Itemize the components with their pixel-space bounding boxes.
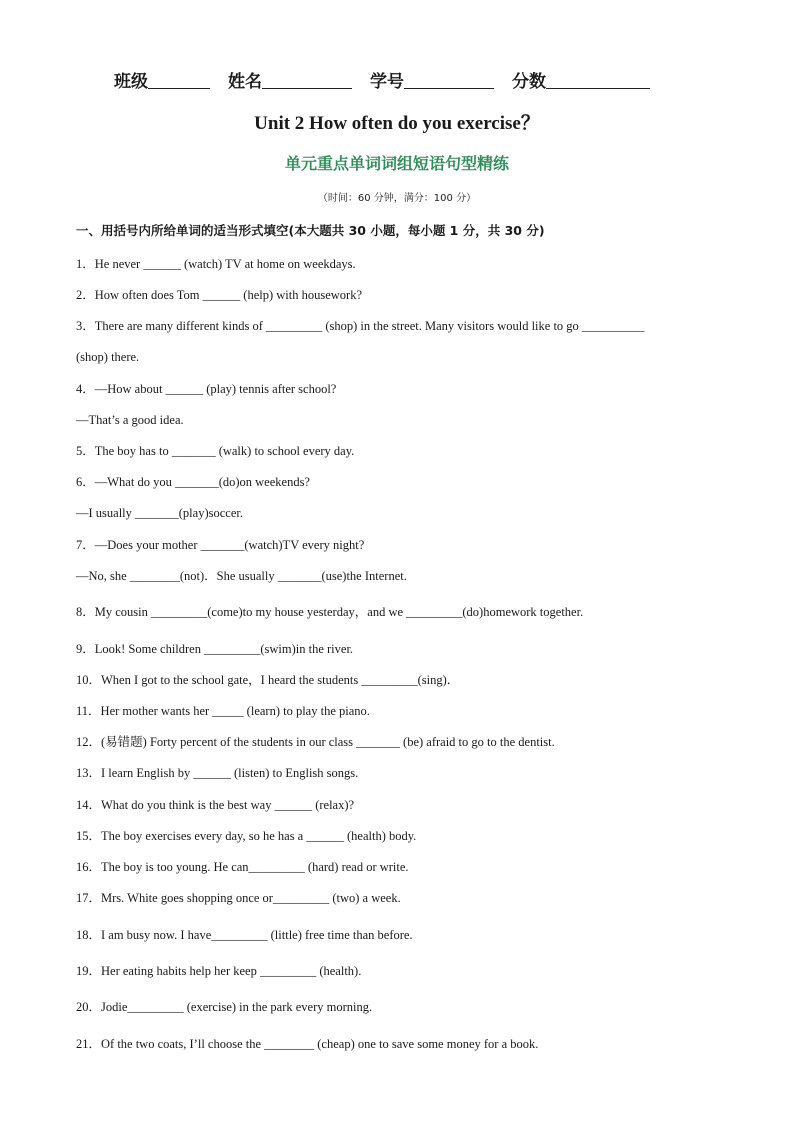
score-field — [512, 70, 650, 94]
class-field — [114, 70, 210, 94]
question-line: —No, she ________(not)．She usually _______(use)the Internet. — [76, 569, 407, 583]
question-line: 9．Look! Some children _________(swim)in the river. — [76, 642, 354, 656]
question-line: —That’s a good idea. — [76, 413, 184, 427]
student-id-label: 学号 — [370, 72, 404, 92]
question-line: 20．Jodie_________ (exercise) in the park every morning. — [76, 1000, 373, 1014]
score-blank[interactable] — [546, 70, 650, 89]
student-info-line — [114, 70, 674, 94]
question-line: 16．The boy is too young. He can_________ (hard) read or write. — [76, 860, 409, 874]
question-line: (shop) there. — [76, 350, 140, 364]
score-label: 分数 — [512, 72, 546, 92]
question-line: 4．—How about ______ (play) tennis after school? — [76, 382, 337, 396]
question-line: 10．When I got to the school gate，I heard the students _________(sing)． — [76, 673, 460, 687]
student-id-field — [370, 70, 494, 94]
section-title: 一、用括号内所给单词的适当形式填空(本大题共 30 小题，每小题 1 分，共 30 分) — [76, 223, 545, 238]
question-line: 2．How often does Tom ______ (help) with housework? — [76, 288, 363, 302]
time-note: （时间：60 分钟，满分：100 分） — [317, 193, 477, 204]
question-line: 7．—Does your mother _______(watch)TV every night? — [76, 538, 365, 552]
question-line: —I usually _______(play)soccer. — [76, 506, 243, 520]
name-field — [228, 70, 352, 94]
question-line: 14．What do you think is the best way ______ (relax)? — [76, 798, 355, 812]
student-id-blank[interactable] — [404, 70, 494, 89]
question-line: 6．—What do you _______(do)on weekends? — [76, 475, 310, 489]
class-blank[interactable] — [148, 70, 210, 89]
question-line: 13．I learn English by ______ (listen) to English songs. — [76, 766, 359, 780]
question-line: 3．There are many different kinds of _________ (shop) in the street. Many visitors would like to go __________ — [76, 319, 645, 333]
question-line: 19．Her eating habits help her keep _________ (health). — [76, 964, 362, 978]
question-line: 11．Her mother wants her _____ (learn) to play the piano. — [76, 704, 370, 718]
question-line: 8．My cousin _________(come)to my house yesterday，and we _________(do)homework together. — [76, 605, 584, 619]
name-label: 姓名 — [228, 72, 262, 92]
question-line: 18．I am busy now. I have_________ (little) free time than before. — [76, 928, 413, 942]
question-line: 17．Mrs. White goes shopping once or_________ (two) a week. — [76, 891, 401, 905]
class-label: 班级 — [114, 72, 148, 92]
question-line: 21．Of the two coats, I’ll choose the ________ (cheap) one to save some money for a book. — [76, 1037, 539, 1051]
page-subtitle: 单元重点单词词组短语句型精练 — [284, 154, 509, 173]
question-line: 12．(易错题) Forty percent of the students in our class _______ (be) afraid to go to the dentist. — [76, 735, 555, 749]
question-line: 1．He never ______ (watch) TV at home on weekdays. — [76, 257, 356, 271]
question-line: 15．The boy exercises every day, so he has a ______ (health) body. — [76, 829, 417, 843]
page-title: Unit 2 How often do you exercise？ — [254, 113, 540, 134]
name-blank[interactable] — [262, 70, 352, 89]
question-line: 5．The boy has to _______ (walk) to school every day. — [76, 444, 355, 458]
